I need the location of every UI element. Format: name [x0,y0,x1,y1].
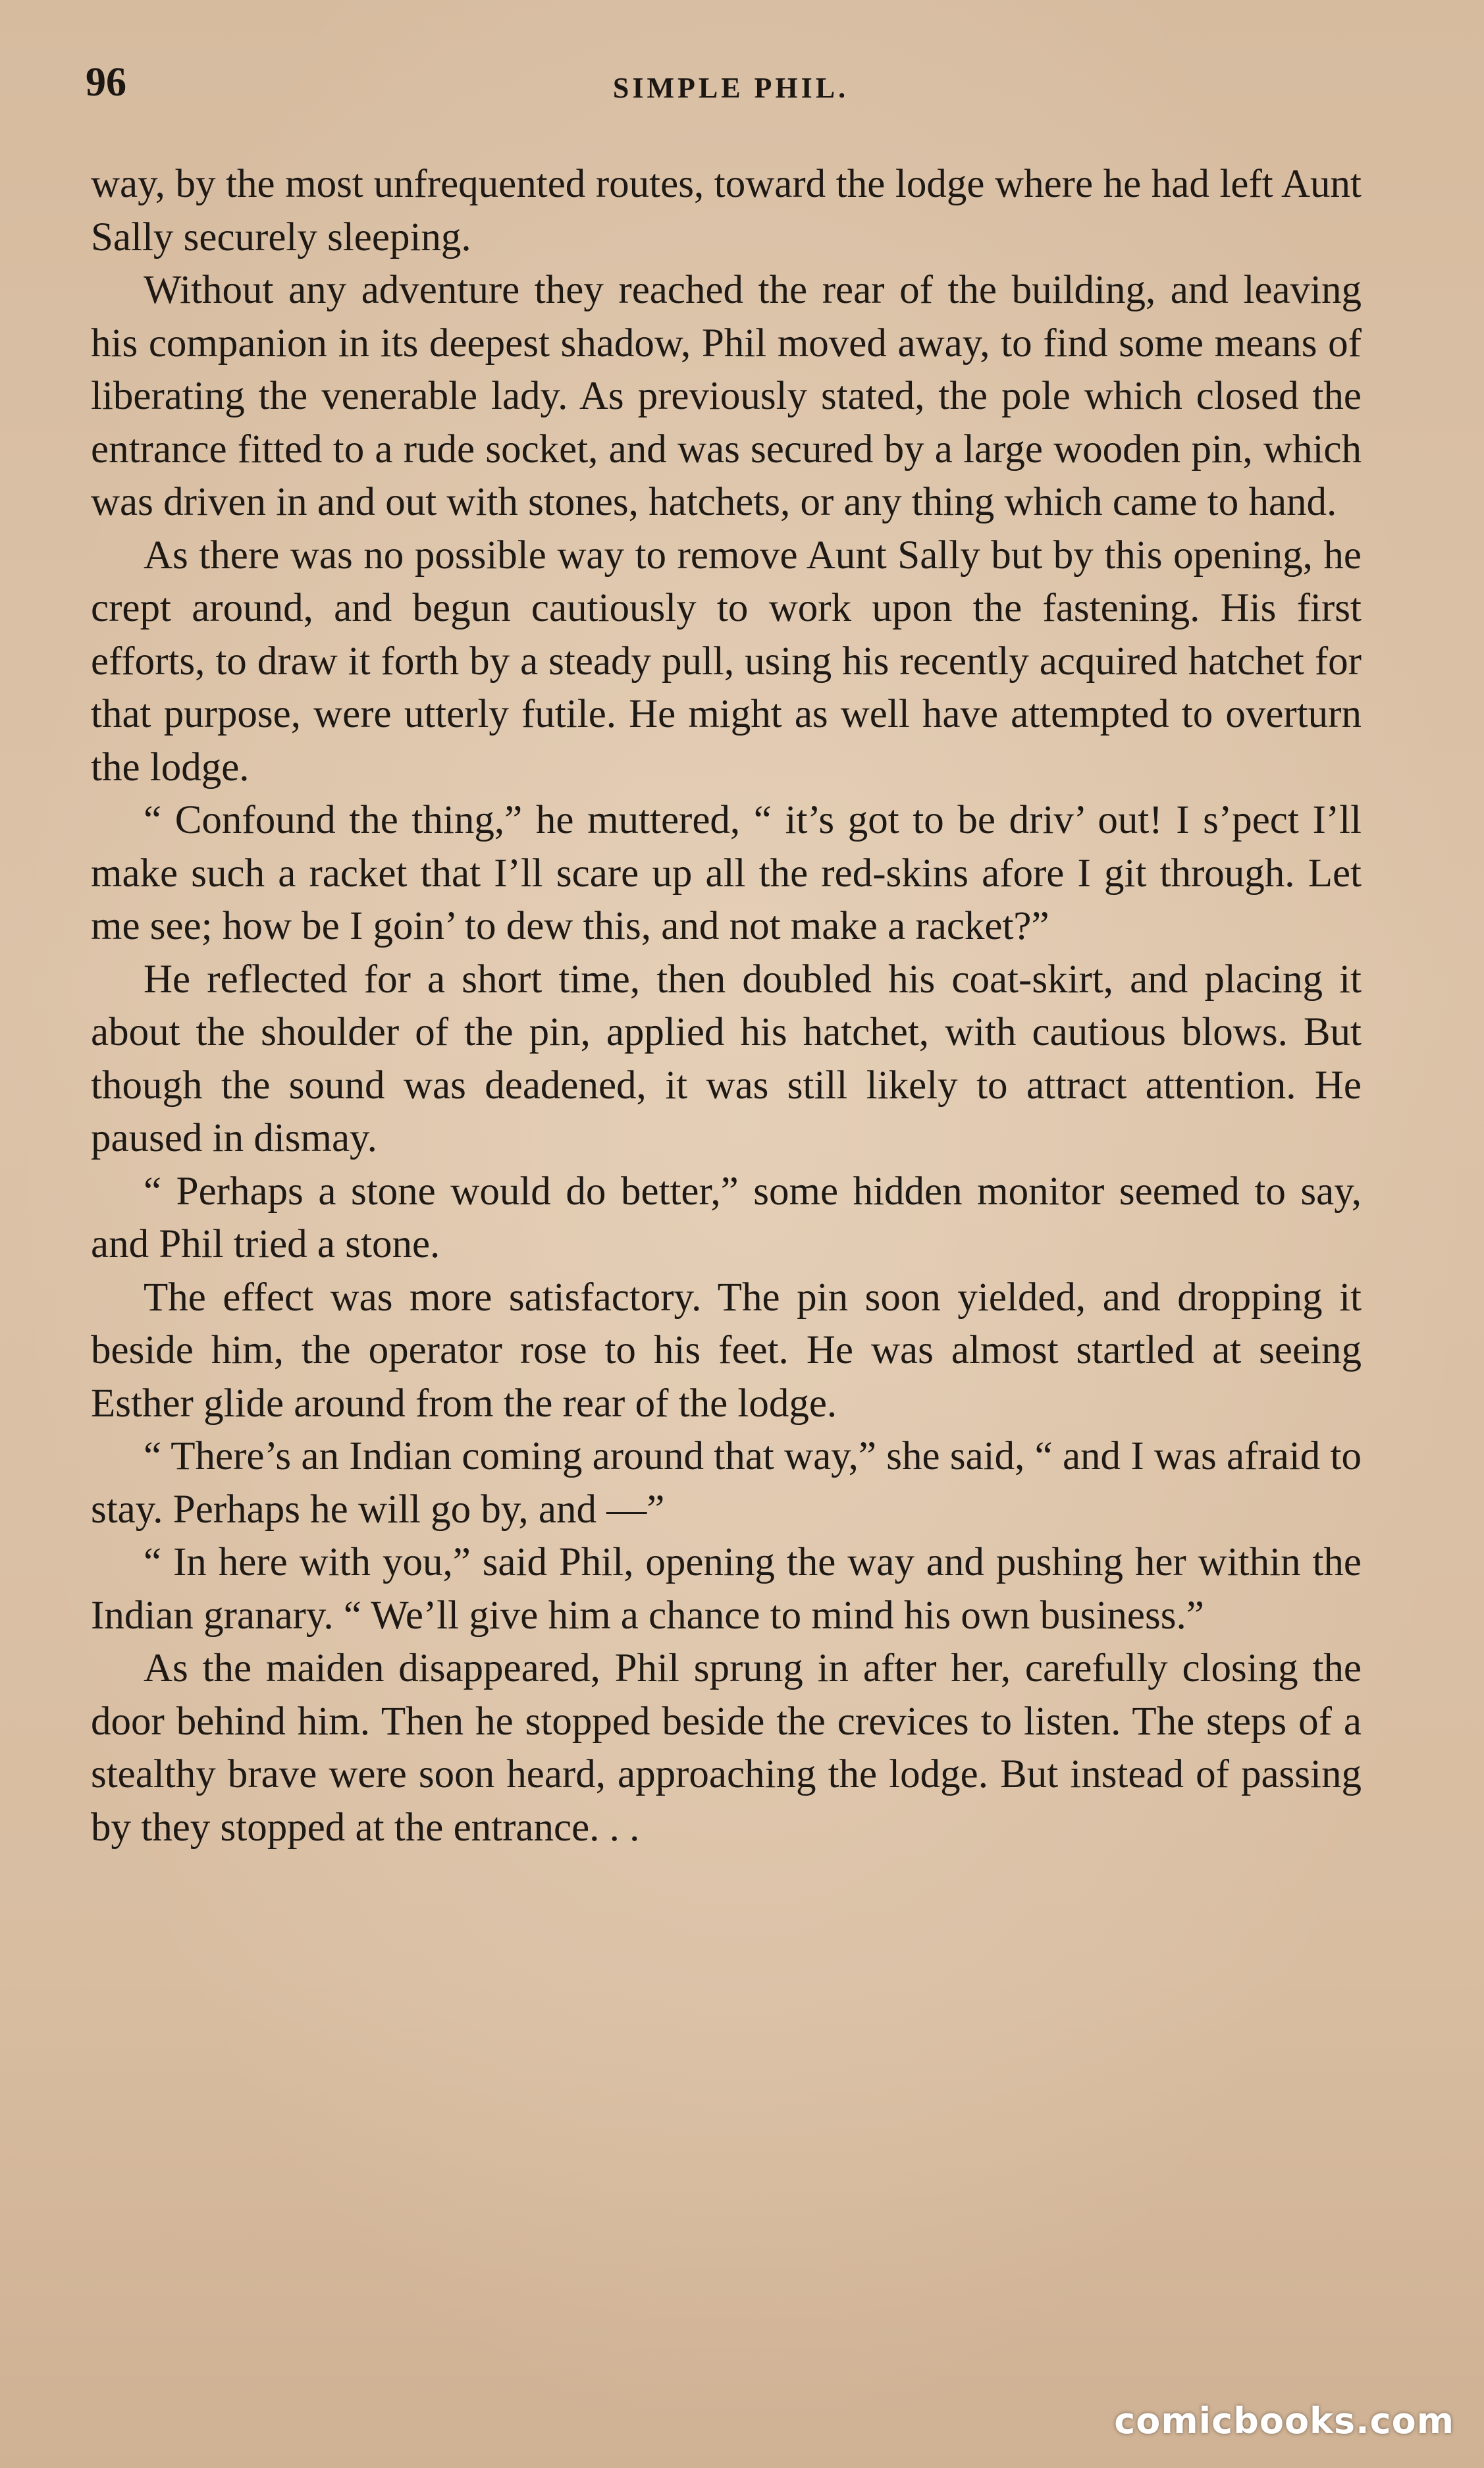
paragraph: way, by the most unfrequented routes, toward the lodge where he had left Aunt Sally securely sleeping. [91,162,1362,259]
page-header [86,59,1376,112]
paragraph: The effect was more satisfactory. The pin soon yielded, and dropping it beside him, the operator rose to his feet. He was almost startled at seeing Esther glide around from the rear of the lodge. [91,1275,1362,1426]
paragraph: “ There’s an Indian coming around that way,” she said, “ and I was afraid to stay. Perhaps he will go by, and —” [91,1434,1362,1532]
running-head: SIMPLE PHIL. [612,72,849,104]
paragraph: As the maiden disappeared, Phil sprung in after her, carefully closing the door behind him. Then he stopped beside the crevices to listen. The steps of a stealthy brave were soon heard, approaching the lodge. But instead of passing by they stopped at the entrance. . . [91,1646,1362,1850]
paragraph: As there was no possible way to remove Aunt Sally but by this opening, he crept around, and begun cautiously to work upon the fastening. His first efforts, to draw it forth by a steady pull, using his recently acquired hatchet for that purpose, were utterly futile. He might as well have attempted to overturn the lodge. [91,533,1362,790]
site-watermark: comicbooks.com [1114,2400,1454,2442]
paragraph: Without any adventure they reached the rear of the building, and leaving his companion in its deepest shadow, Phil moved away, to find some means of liberating the venerable lady. As previously stated, the pole which closed the entrance fitted to a rude socket, and was secured by a large wooden pin, which was driven in and out with stones, hatchets, or any thing which came to hand. [91,268,1362,524]
body-text [91,158,1362,1854]
paragraph: “ In here with you,” said Phil, opening the way and pushing her within the Indian granary. “ We’ll give him a chance to mind his own business.” [91,1540,1362,1638]
page-number: 96 [86,60,126,105]
paragraph: “ Perhaps a stone would do better,” some hidden monitor seemed to say, and Phil tried a stone. [91,1169,1362,1266]
paragraph: “ Confound the thing,” he muttered, “ it’s got to be driv’ out! I s’pect I’ll make such a racket that I’ll scare up all the red-skins afore I git through. Let me see; how be I goin’ to dew this, and not make a racket?” [91,798,1362,948]
paragraph: He reflected for a short time, then doubled his coat-skirt, and placing it about the shoulder of the pin, applied his hatchet, with cautious blows. But though the sound was deadened, it was still likely to attract attention. He paused in dismay. [91,957,1362,1160]
